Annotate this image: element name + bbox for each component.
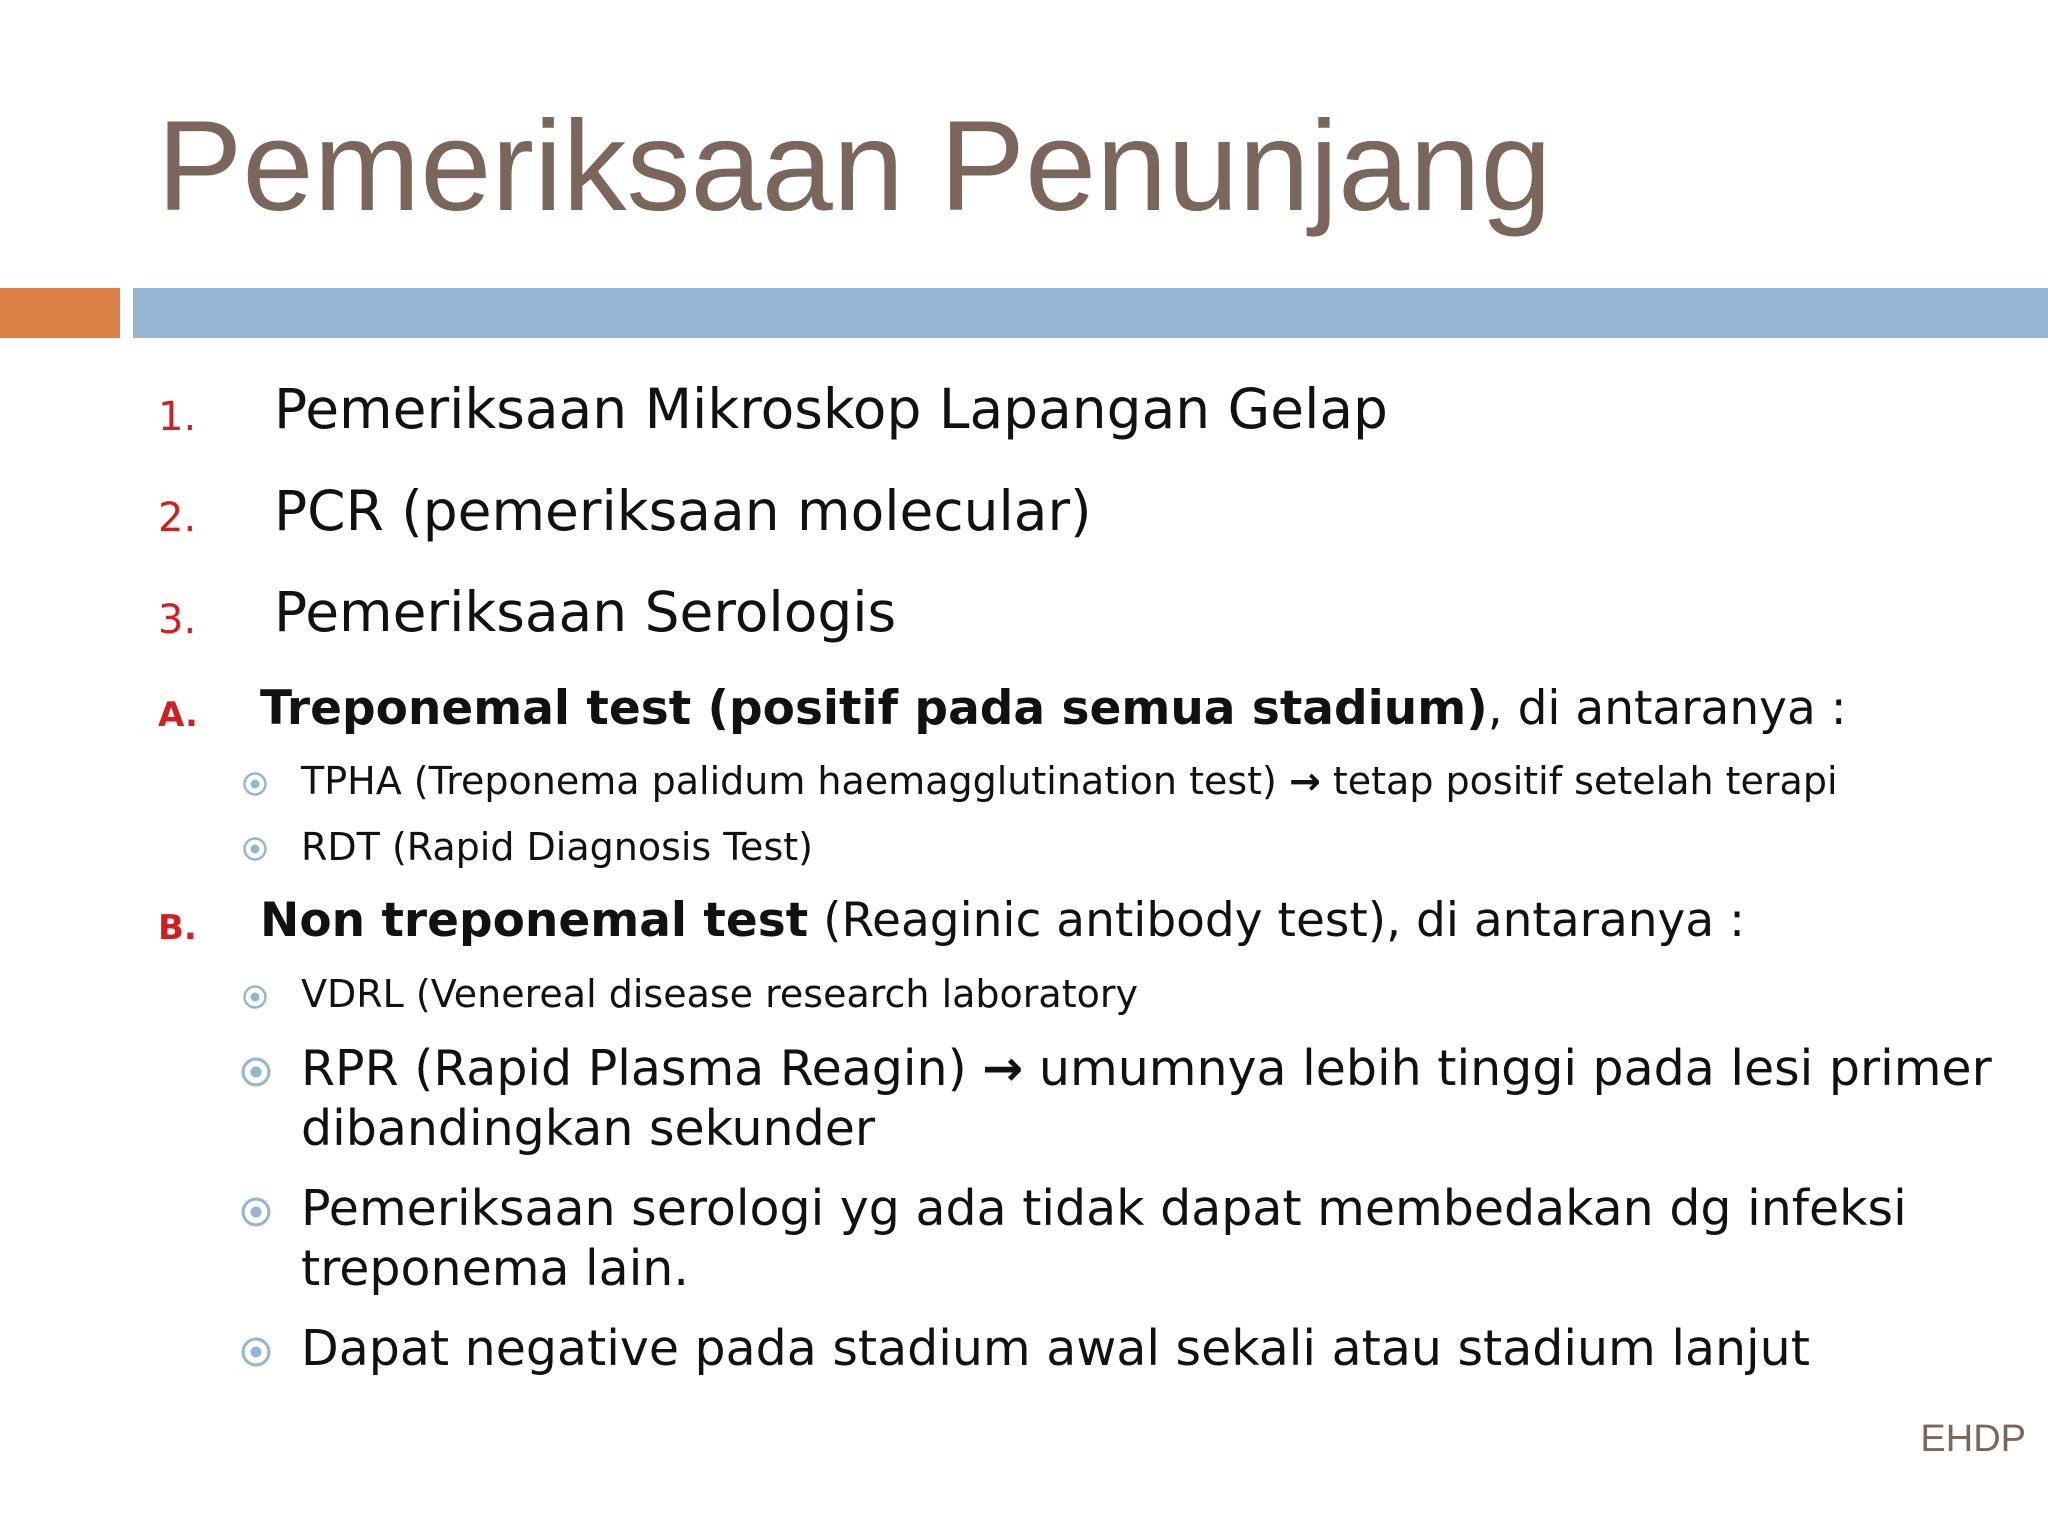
- circled-dot-icon: [242, 836, 268, 862]
- section-a-rest: , di antaranya :: [1487, 681, 1847, 736]
- sub-item-text: RPR (Rapid Plasma Reagin) → umumnya lebih tinggi pada lesi primer: [301, 1040, 1992, 1097]
- list-item-text: Pemeriksaan Mikroskop Lapangan Gelap: [274, 377, 1388, 441]
- sub-item-text: TPHA (Treponema palidum haemagglutination test) → tetap positif setelah terapi: [301, 759, 1838, 803]
- sub-item-text: VDRL (Venereal disease research laboratory: [301, 972, 1138, 1016]
- section-marker: B.: [158, 908, 197, 948]
- list-marker: 1.: [158, 394, 197, 440]
- slide-title: Pemeriksaan Penunjang: [157, 95, 1552, 238]
- arrow-right-icon: →: [982, 1040, 1024, 1097]
- sub-item-text-line2: treponema lain.: [301, 1240, 689, 1297]
- section-marker: A.: [158, 695, 198, 735]
- circled-dot-icon: [240, 1336, 272, 1368]
- circled-dot-icon: [242, 984, 268, 1010]
- circled-dot-icon: [242, 771, 268, 797]
- sub-item-text: RDT (Rapid Diagnosis Test): [301, 825, 813, 869]
- circled-dot-icon: [240, 1056, 272, 1088]
- section-a-text: [260, 681, 1847, 736]
- section-b-rest: (Reaginic antibody test), di antaranya :: [808, 893, 1745, 948]
- section-b-bold: Non treponemal test: [260, 893, 809, 948]
- section-b-text: [260, 893, 1745, 948]
- sub-item-text: Dapat negative pada stadium awal sekali atau stadium lanjut: [301, 1320, 1810, 1377]
- list-item-text: PCR (pemeriksaan molecular): [274, 479, 1092, 543]
- footer-label: EHDP: [1920, 1418, 2026, 1460]
- list-marker: 3.: [158, 597, 197, 643]
- sub-item-text: Pemeriksaan serologi yg ada tidak dapat membedakan dg infeksi: [301, 1180, 1907, 1237]
- sub-item-text-line2: dibandingkan sekunder: [301, 1100, 876, 1157]
- circled-dot-icon: [240, 1196, 272, 1228]
- section-a-bold: Treponemal test (positif pada semua stadium): [260, 681, 1488, 736]
- arrow-right-icon: →: [1288, 759, 1321, 803]
- list-marker: 2.: [158, 495, 197, 541]
- list-item-text: Pemeriksaan Serologis: [274, 580, 897, 644]
